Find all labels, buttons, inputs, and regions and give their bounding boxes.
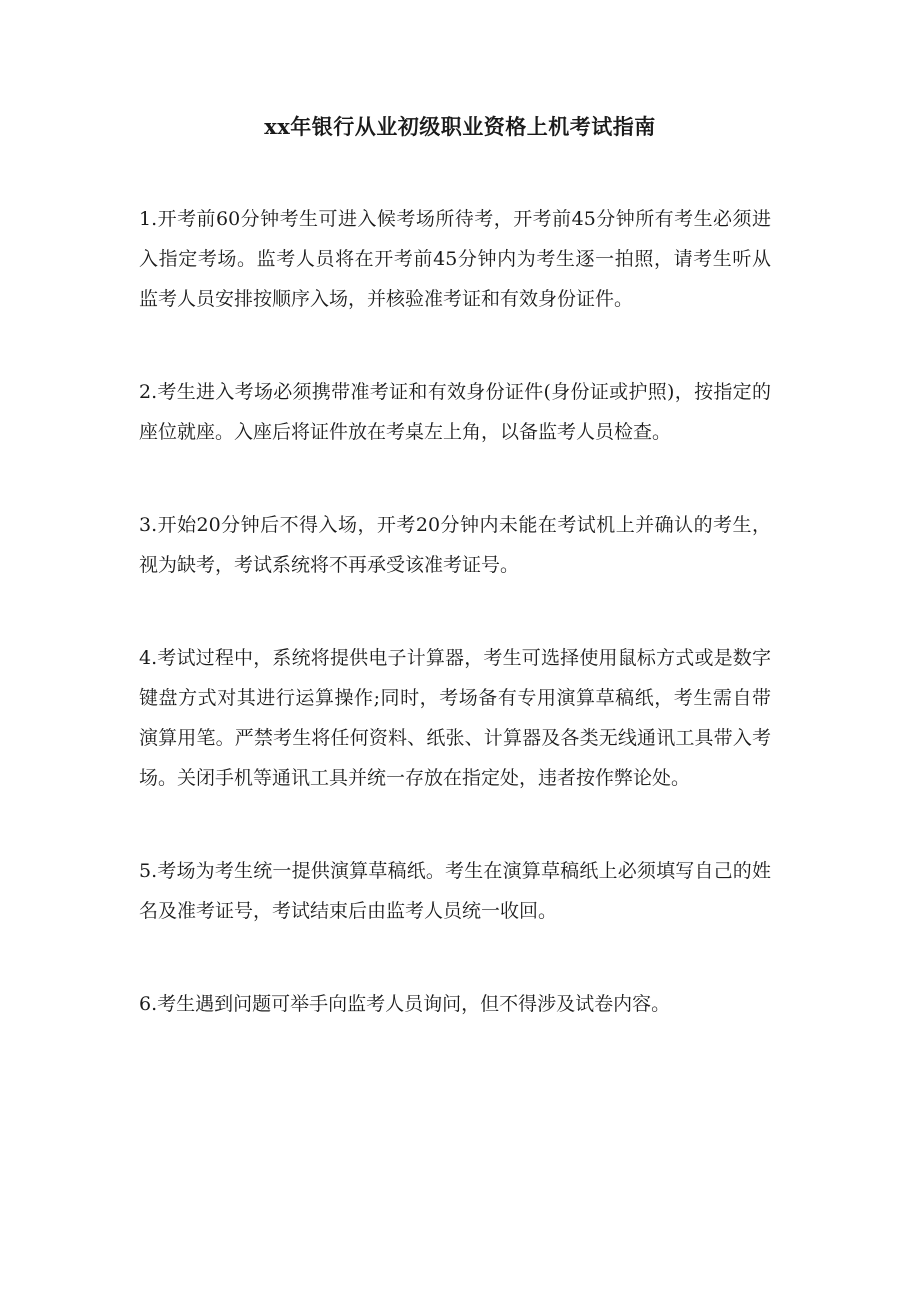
paragraph-1: 1.开考前60分钟考生可进入候考场所待考，开考前45分钟所有考生必须进入指定考场。监考人员将在开考前45分钟内为考生逐一拍照，请考生听从监考人员安排按顺序入场，并核验准考证和有效身份证件。: [139, 208, 771, 310]
paragraph-5: 5.考场为考生统一提供演算草稿纸。考生在演算草稿纸上必须填写自己的姓名及准考证号，考试结束后由监考人员统一收回。: [139, 860, 771, 922]
paragraph-3: 3.开始20分钟后不得入场，开考20分钟内未能在考试机上并确认的考生，视为缺考，考试系统将不再承受该准考证号。: [139, 514, 771, 576]
paragraph-2: 2.考生进入考场必须携带准考证和有效身份证件(身份证或护照)，按指定的座位就座。入座后将证件放在考桌左上角，以备监考人员检查。: [139, 381, 771, 443]
paragraph-6: 6.考生遇到问题可举手向监考人员询问，但不得涉及试卷内容。: [139, 993, 671, 1015]
document-body: [139, 199, 771, 1024]
paragraph-4: 4.考试过程中，系统将提供电子计算器，考生可选择使用鼠标方式或是数字键盘方式对其进行运算操作;同时，考场备有专用演算草稿纸，考生需自带演算用笔。严禁考生将任何资料、纸张、计算器及各类无线通讯工具带入考场。关闭手机等通讯工具并统一存放在指定处，违者按作弊论处。: [139, 647, 771, 789]
document-title: xx年银行从业初级职业资格上机考试指南: [264, 114, 656, 139]
